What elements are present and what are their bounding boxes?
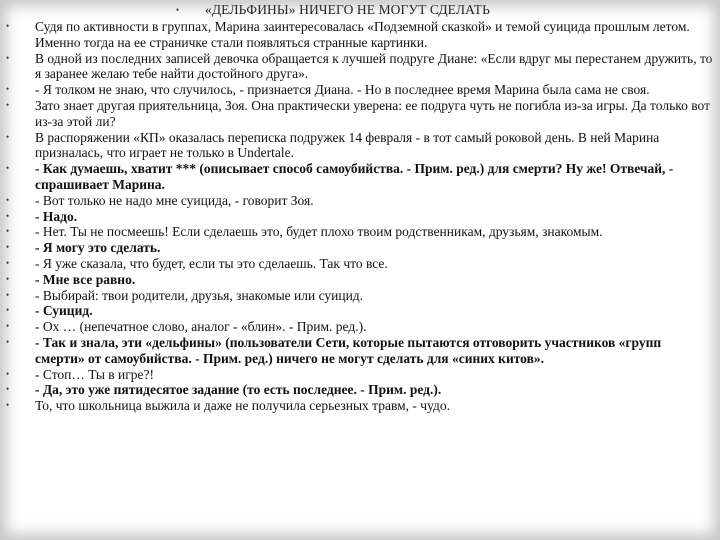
bullet: • <box>6 226 10 237</box>
bullet: • <box>6 384 10 395</box>
paragraph-item <box>0 130 720 162</box>
bullet: • <box>6 368 10 379</box>
bullet: • <box>6 400 10 411</box>
bullet: • <box>6 210 10 221</box>
bullet: • <box>6 52 10 63</box>
paragraph-text: - Выбирай: твои родители, друзья, знакомые или суицид. <box>35 287 364 303</box>
paragraph-item <box>0 240 720 256</box>
bullet: • <box>6 289 10 300</box>
paragraph-item <box>0 272 720 288</box>
paragraph-item <box>0 209 720 225</box>
bullet: • <box>6 257 10 268</box>
paragraph-item <box>0 367 720 383</box>
bullet: • <box>6 305 10 316</box>
slide-title: «ДЕЛЬФИНЫ» НИЧЕГО НЕ МОГУТ СДЕЛАТЬ <box>205 2 490 17</box>
paragraph-text: - Я могу это сделать. <box>35 240 161 256</box>
paragraph-item <box>0 19 720 51</box>
paragraph-text: - Я толком не знаю, что случилось, - признается Диана. - Но в последнее время Марина была сама не своя. <box>35 82 650 98</box>
paragraph-text: - Нет. Ты не посмеешь! Если сделаешь это, будет плохо твоим родственникам, друзьям, знакомым. <box>35 224 603 240</box>
bullet: • <box>6 131 10 142</box>
bullet: • <box>6 99 10 110</box>
title-row <box>0 1 720 19</box>
paragraph-item <box>0 382 720 398</box>
paragraph-text: - Как думаешь, хватит *** (описывает способ самоубийства. - Прим. ред.) для смерти? Ну же! Отвечай, - спрашивает Марина. <box>35 161 674 192</box>
paragraph-text: - Так и знала, эти «дельфины» (пользователи Сети, которые пытаются отговорить участников «групп смерти» от самоубийства. - Прим. ред.) ничего не могут сделать для «синих китов». <box>35 334 662 366</box>
bullet: • <box>6 321 10 332</box>
bullet: • <box>6 194 10 205</box>
bullet: • <box>6 336 10 347</box>
paragraph-text: Судя по активности в группах, Марина заинтересовалась «Подземной сказкой» и темой суицида прошлым летом. Именно тогда на ее страничке стали появляться странные картинки. <box>35 19 690 50</box>
paragraph-text: - Суицид. <box>35 303 93 319</box>
paragraph-text: - Да, это уже пятидесятое задание (то есть последнее. - Прим. ред.). <box>35 382 442 398</box>
paragraph-text: В одной из последних записей девочка обращается к лучшей подруге Диане: «Если вдруг мы перестанем дружить, то я заранее желаю тебе найти достойного друга». <box>35 50 713 82</box>
paragraph-list <box>0 19 720 414</box>
paragraph-item <box>0 161 720 193</box>
paragraph-item <box>0 288 720 304</box>
paragraph-item <box>0 82 720 98</box>
paragraph-item <box>0 303 720 319</box>
paragraph-text: - Я уже сказала, что будет, если ты это сделаешь. Так что все. <box>35 255 388 271</box>
bullet: • <box>6 273 10 284</box>
paragraph-text: В распоряжении «КП» оказалась переписка подружек 14 февраля - в тот самый роковой день. В ней Марина призналась, что играет не только в Undertale. <box>35 129 660 161</box>
paragraph-text: - Надо. <box>35 208 78 224</box>
bullet: • <box>6 21 10 31</box>
paragraph-text: - Ох … (непечатное слово, аналог - «блин». - Прим. ред.). <box>35 319 367 335</box>
paragraph-item <box>0 98 720 130</box>
paragraph-text: - Стоп… Ты в игре?! <box>35 366 155 382</box>
paragraph-item <box>0 224 720 240</box>
paragraph-item <box>0 319 720 335</box>
paragraph-text: Зато знает другая приятельница, Зоя. Она практически уверена: ее подруга чуть не погибла из-за игры. Да только вот из-за этой ли? <box>35 97 710 129</box>
paragraph-item <box>0 256 720 272</box>
paragraph-text: - Вот только не надо мне суицида, - говорит Зоя. <box>35 192 314 208</box>
bullet: • <box>6 84 10 95</box>
bullet: • <box>6 242 10 253</box>
bullet: • <box>6 163 10 174</box>
title-bullet: • <box>176 5 180 15</box>
paragraph-item <box>0 51 720 83</box>
paragraph-text: - Мне все равно. <box>35 271 136 287</box>
paragraph-item <box>0 335 720 367</box>
paragraph-text: То, что школьница выжила и даже не получила серьезных травм, - чудо. <box>35 398 450 414</box>
paragraph-item <box>0 193 720 209</box>
paragraph-item <box>0 398 720 414</box>
